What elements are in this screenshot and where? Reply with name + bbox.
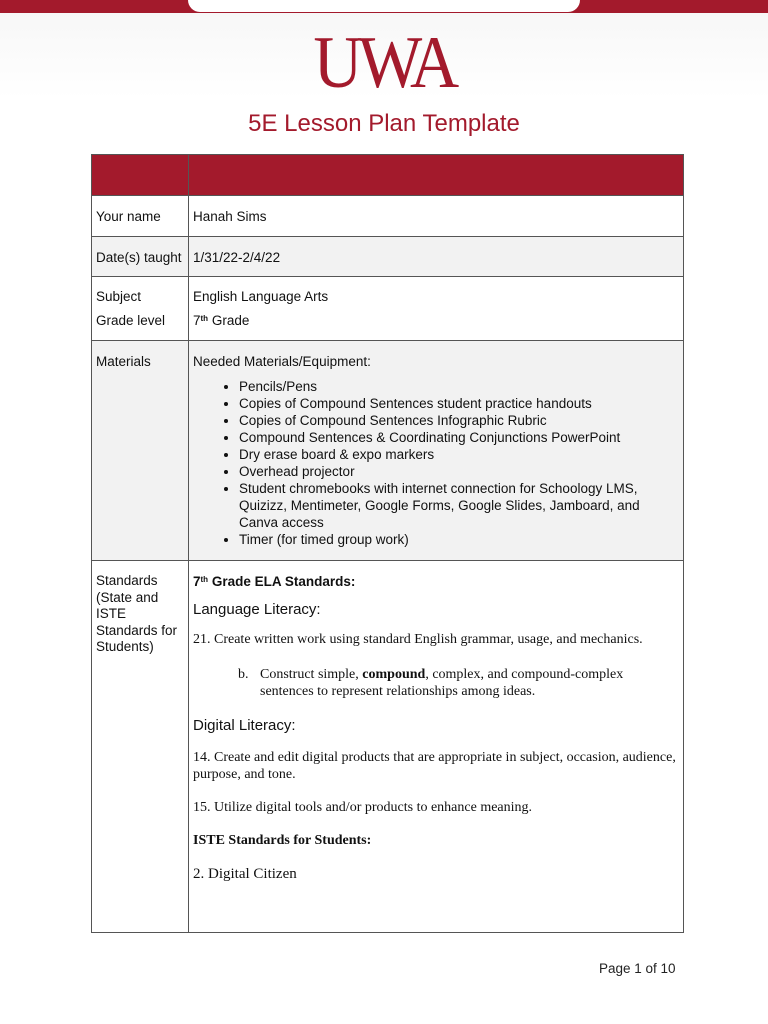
grade-level-label: Grade level: [96, 313, 166, 328]
heading-number: 7: [193, 574, 201, 589]
table-row-name: [92, 196, 684, 237]
materials-label: Materials: [96, 354, 151, 369]
digital-literacy-heading: Digital Literacy:: [193, 717, 296, 734]
standard-21: 21. Create written work using standard English grammar, usage, and mechanics.: [193, 632, 643, 647]
sub-item-marker: b.: [238, 667, 249, 682]
table-row-subject: [92, 277, 684, 341]
grade-word: Grade: [211, 313, 250, 328]
table-row-standards: [92, 561, 684, 933]
sub-b-text-bold: compound: [362, 667, 426, 682]
subject-label: Subject: [96, 289, 142, 304]
standard-21b: [238, 666, 680, 700]
grade-number: 7: [193, 313, 201, 328]
table-row-date: [92, 237, 684, 277]
list-item: • Copies of Compound Sentences Infographic Rubric: [239, 412, 680, 429]
standard-15: 15. Utilize digital tools and/or products to enhance meaning.: [193, 800, 533, 815]
standards-label: Standards (State and ISTE Standards for Students): [96, 573, 178, 654]
date-value: 1/31/22-2/4/22: [193, 250, 281, 265]
iste-standards-heading: ISTE Standards for Students:: [193, 833, 372, 848]
list-item: • Copies of Compound Sentences student practice handouts: [239, 395, 680, 412]
document-title: 5E Lesson Plan Template: [248, 110, 520, 137]
grade-level-value: [193, 312, 680, 329]
top-tab: [188, 0, 580, 12]
list-item: • Timer (for timed group work): [239, 531, 680, 548]
page-number: Page 1 of 10: [599, 961, 676, 976]
grade-suffix: th: [200, 314, 209, 323]
materials-list: [239, 378, 680, 548]
language-literacy-heading: Language Literacy:: [193, 601, 321, 618]
materials-intro: Needed Materials/Equipment:: [193, 354, 371, 369]
sub-b-text-post: , complex, and compound-complex sentences to represent relationships among ideas.: [260, 667, 624, 699]
heading-suffix: th: [200, 575, 209, 584]
list-item: • Overhead projector: [239, 463, 680, 480]
header-cell-value: [189, 155, 684, 196]
name-label: Your name: [96, 209, 161, 224]
list-item: • Student chromebooks with internet connection for Schoology LMS, Quizizz, Mentimeter, Google Forms, Google Slides, Jamboard, and Canva access: [239, 480, 680, 531]
heading-rest: Grade ELA Standards:: [208, 574, 356, 589]
list-item: • Pencils/Pens: [239, 378, 680, 395]
lesson-plan-table: [91, 154, 684, 933]
list-item: • Compound Sentences & Coordinating Conjunctions PowerPoint: [239, 429, 680, 446]
header-cell-label: [92, 155, 189, 196]
date-label: Date(s) taught: [96, 250, 182, 265]
standard-14: 14. Create and edit digital products that are appropriate in subject, occasion, audience, purpose, and tone.: [193, 750, 676, 782]
iste-standard-2: 2. Digital Citizen: [193, 866, 297, 882]
sub-b-text-pre: Construct simple,: [260, 667, 363, 682]
uwa-logo: UWA: [313, 22, 455, 104]
list-item: • Dry erase board & expo markers: [239, 446, 680, 463]
ela-standards-heading: [193, 573, 680, 590]
table-row-materials: [92, 341, 684, 561]
subject-value: English Language Arts: [193, 289, 329, 304]
name-value: Hanah Sims: [193, 209, 267, 224]
table-header-row: [92, 155, 684, 196]
